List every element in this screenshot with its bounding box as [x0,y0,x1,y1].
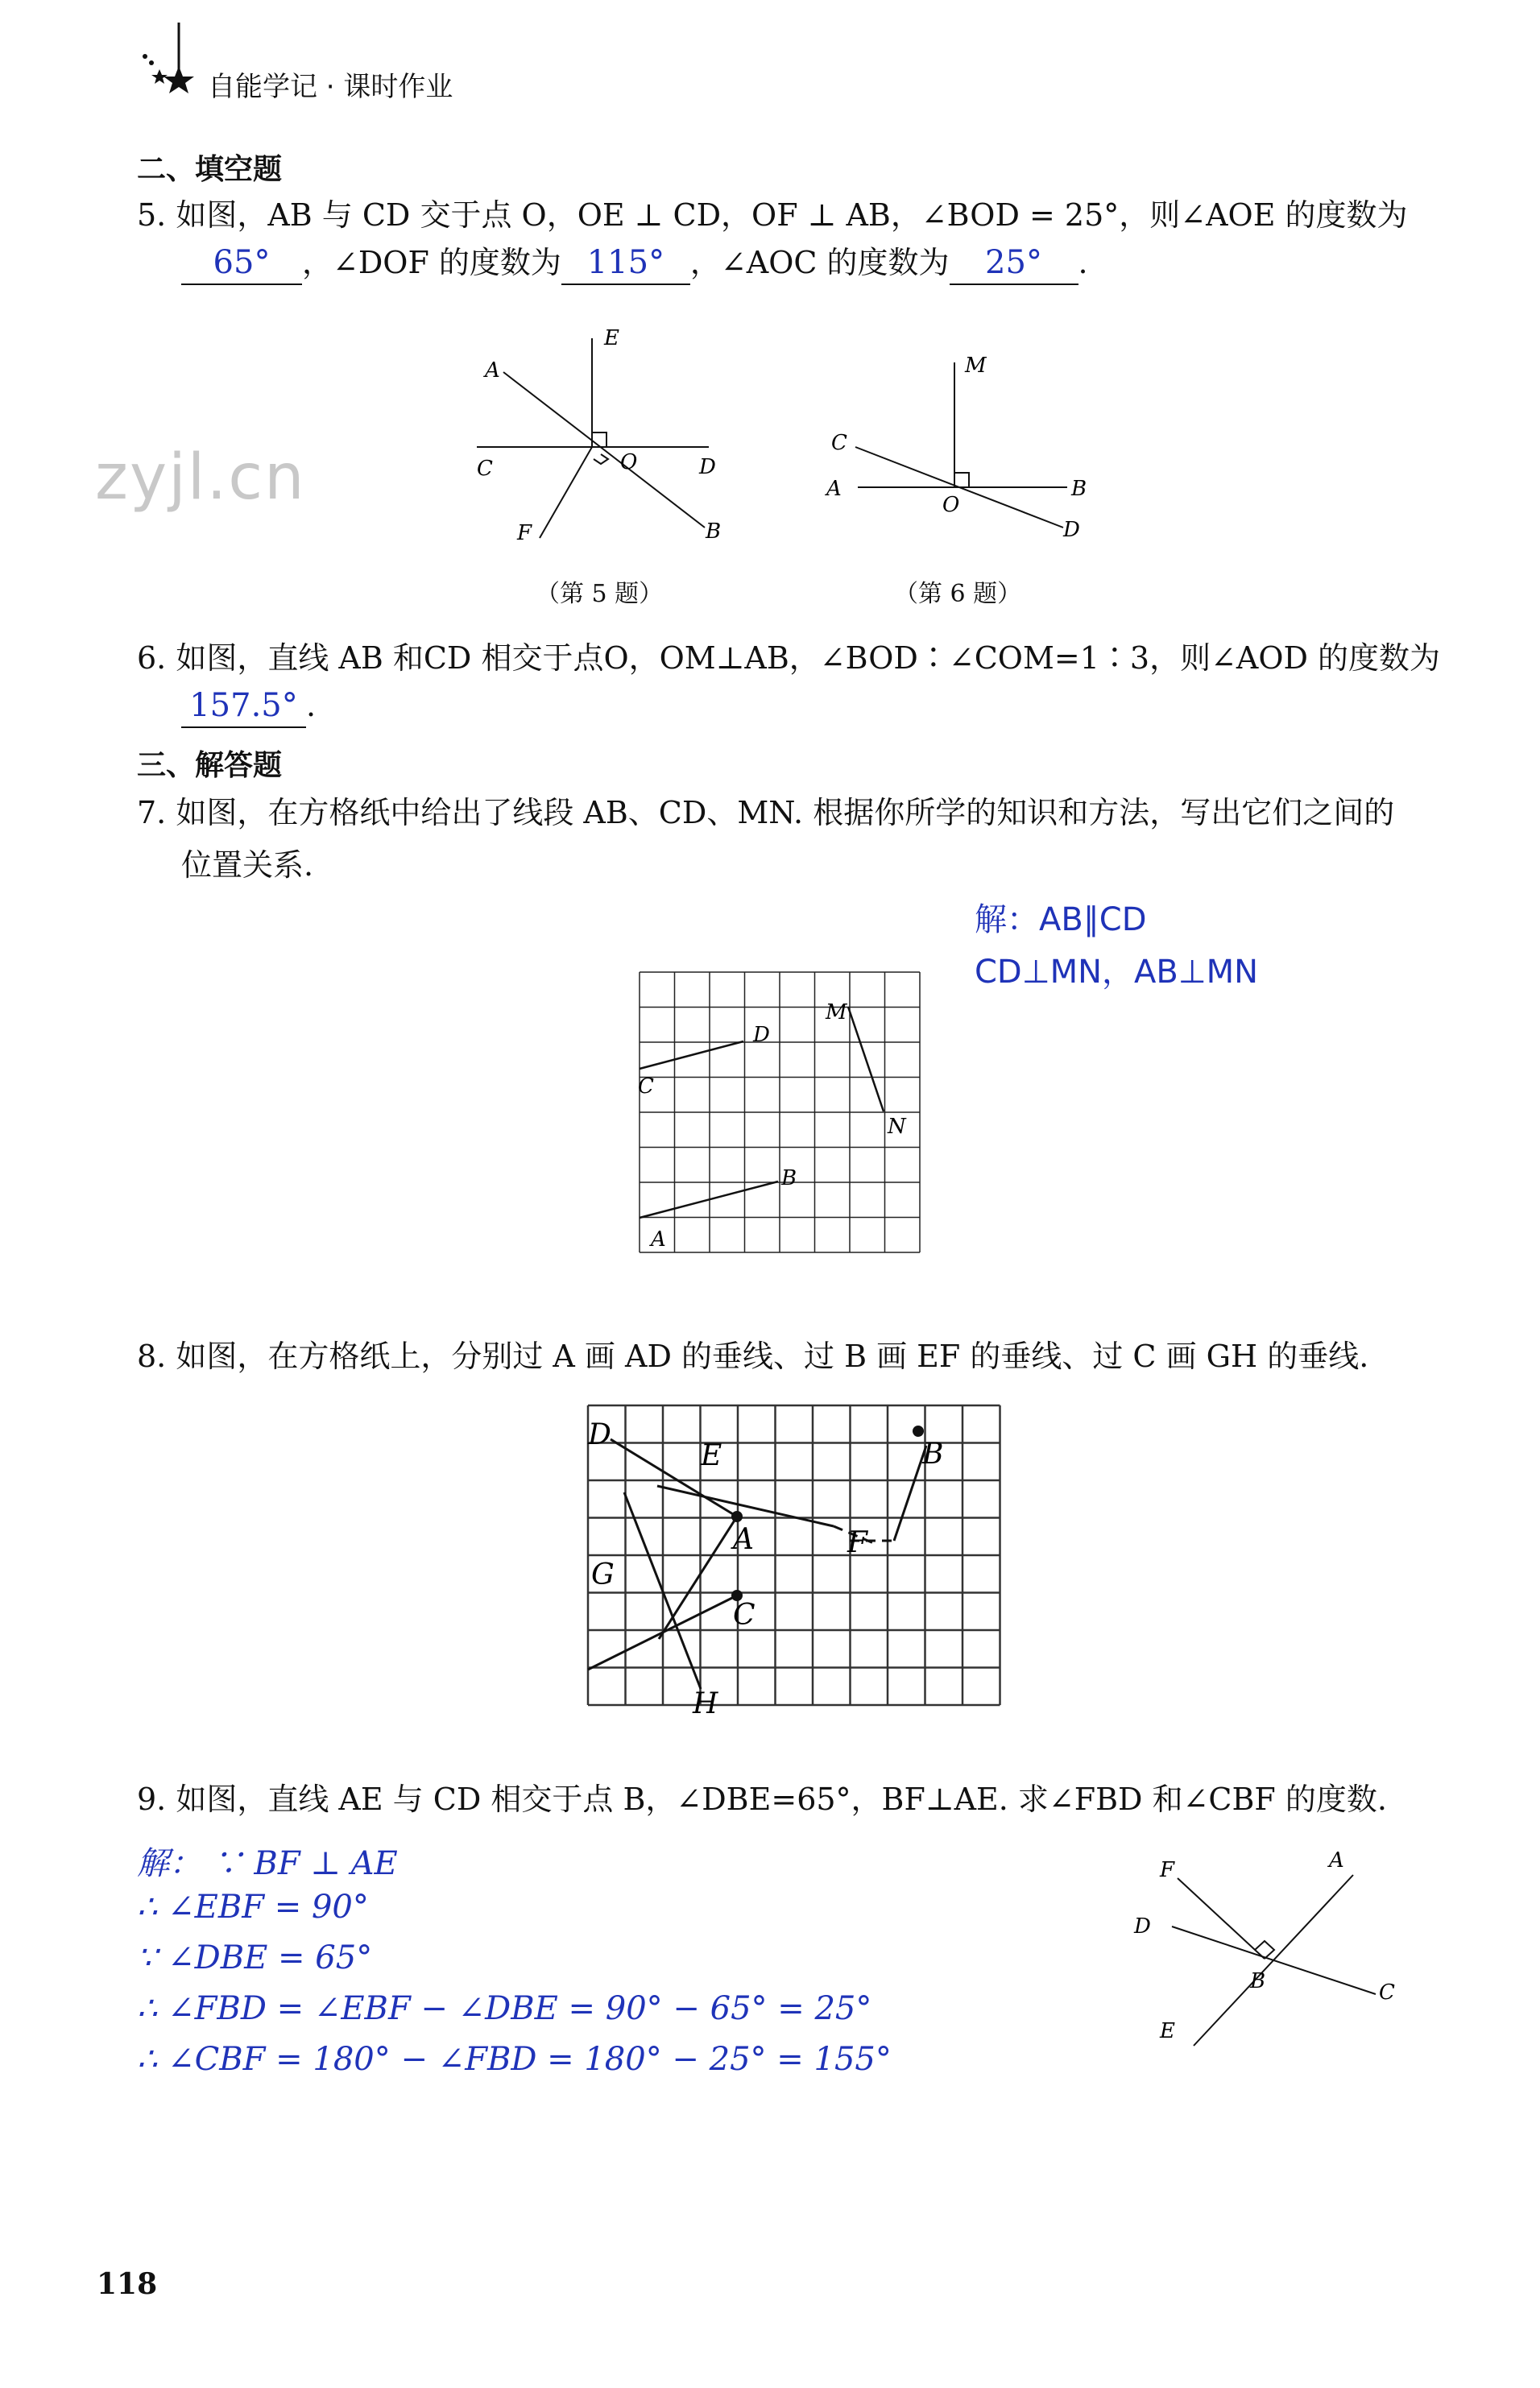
q7-segment-ab [640,1182,778,1218]
q7-answer-line-2: CD⊥MN，AB⊥MN [975,954,1259,991]
q5-caption: （第 5 题） [536,580,664,608]
q8-perp-a [659,1517,737,1639]
q7-grid-figure [628,962,926,1260]
q5-answer-3: 25° [985,244,1042,281]
q9-solution-line-2: ∴ ∠EBF = 90° [137,1889,369,1926]
q9-label-f: F [1160,1858,1175,1882]
q6-end: . [306,688,317,723]
q7-segment-mn [848,1007,884,1111]
q5-end: . [1078,245,1088,280]
q6-label-m: M [965,354,987,378]
q9-label-c: C [1379,1980,1395,2005]
q9-figure [1128,1844,1434,2062]
header-star-icon [121,16,209,105]
q6-label-b: B [1071,477,1087,501]
q5-label-o: O [620,450,638,474]
q6-label-d: D [1063,518,1080,542]
q7-label-n: N [888,1115,906,1139]
q7-segment-cd [640,1041,743,1069]
page-number: 118 [97,2267,158,2301]
q6-figure [822,346,1112,548]
q8-label-f: F [847,1526,867,1559]
section-2-title: 二、填空题 [137,153,283,186]
header-title: 自能学记 · 课时作业 [208,71,453,103]
q6-answer-1: 157.5° [189,687,298,724]
q5-label-a: A [485,358,500,383]
q9-solution-line-1: 解： ∵ BF ⊥ AE [137,1845,398,1882]
q7-answer-line-1: 解：AB∥CD [975,901,1147,938]
q8-label-b: B [922,1438,944,1471]
q6-label-a: A [826,477,842,501]
q5-text: 5. 如图，AB 与 CD 交于点 O，OE ⊥ CD，OF ⊥ AB，∠BOD = 25°，则∠AOE 的度数为 [137,197,1408,233]
q5-right-angle-f [594,454,608,464]
q8-point-a [731,1511,743,1522]
q5-answer-1: 65° [213,244,271,281]
q7-grid-lines [640,972,920,1252]
q6-right-angle [954,473,969,487]
q6-text: 6. 如图，直线 AB 和CD 相交于点O，OM⊥AB，∠BOD∶∠COM=1∶3，则∠AOD 的度数为 [137,640,1441,676]
q7-label-a: A [651,1227,666,1252]
q8-point-b [913,1426,924,1437]
q5-right-angle-e [592,432,606,447]
q9-solution-line-5: ∴ ∠CBF = 180° − ∠FBD = 180° − 25° = 155° [137,2041,892,2078]
q8-perp-b [894,1446,926,1541]
q8-label-g: G [591,1558,615,1591]
q5-label-c: C [477,457,493,481]
q9-label-a: A [1329,1848,1344,1873]
q5-label-f: F [517,521,532,545]
q5-line-of [540,447,592,538]
q5-label-e: E [604,326,619,350]
q5-label-d: D [699,455,716,479]
q7-text-line-2: 位置关系. [181,847,314,883]
q6-answer-line [181,685,316,728]
q7-label-b: B [781,1166,797,1190]
q6-label-o: O [942,493,960,517]
q5-line-ab [503,372,705,528]
watermark: zyjl.cn [95,441,306,514]
q8-text: 8. 如图，在方格纸上，分别过 A 画 AD 的垂线、过 B 画 EF 的垂线、过 C 画 GH 的垂线. [137,1339,1369,1374]
q8-label-d: D [588,1418,611,1451]
q9-text: 9. 如图，直线 AE 与 CD 相交于点 B，∠DBE=65°，BF⊥AE. 求∠FBD 和∠CBF 的度数. [137,1782,1387,1817]
q5-mid-2: ，∠AOC 的度数为 [689,245,950,280]
q8-label-a: A [733,1523,754,1556]
q9-label-e: E [1160,2019,1175,2043]
q8-label-e: E [701,1439,722,1472]
q7-label-m: M [826,1000,847,1024]
q9-line-dc [1172,1927,1376,1994]
q6-caption: （第 6 题） [894,580,1022,608]
q7-label-d: D [753,1023,770,1047]
q5-answer-line [181,242,1088,285]
q9-line-bf [1178,1878,1265,1959]
q9-right-angle [1255,1941,1274,1959]
q8-segment-ef [657,1486,834,1526]
q9-label-d: D [1134,1914,1151,1939]
q5-figure [459,322,757,556]
q8-label-h: H [693,1687,718,1720]
q5-label-b: B [706,519,722,544]
section-3-title: 三、解答题 [137,749,283,782]
q8-label-c: C [733,1599,756,1632]
q5-mid-1: ，∠DOF 的度数为 [302,245,561,280]
q7-label-c: C [638,1074,654,1099]
q8-grid-figure [580,1397,1007,1720]
q9-solution-line-3: ∵ ∠DBE = 65° [137,1939,373,1976]
q9-solution-line-4: ∴ ∠FBD = ∠EBF − ∠DBE = 90° − 65° = 25° [137,1990,872,2027]
q9-label-b: B [1250,1969,1266,1993]
q7-text-line-1: 7. 如图，在方格纸中给出了线段 AB、CD、MN. 根据你所学的知识和方法，写出它们之间的 [137,795,1395,830]
q6-label-c: C [831,431,847,455]
q5-answer-2: 115° [586,244,665,281]
